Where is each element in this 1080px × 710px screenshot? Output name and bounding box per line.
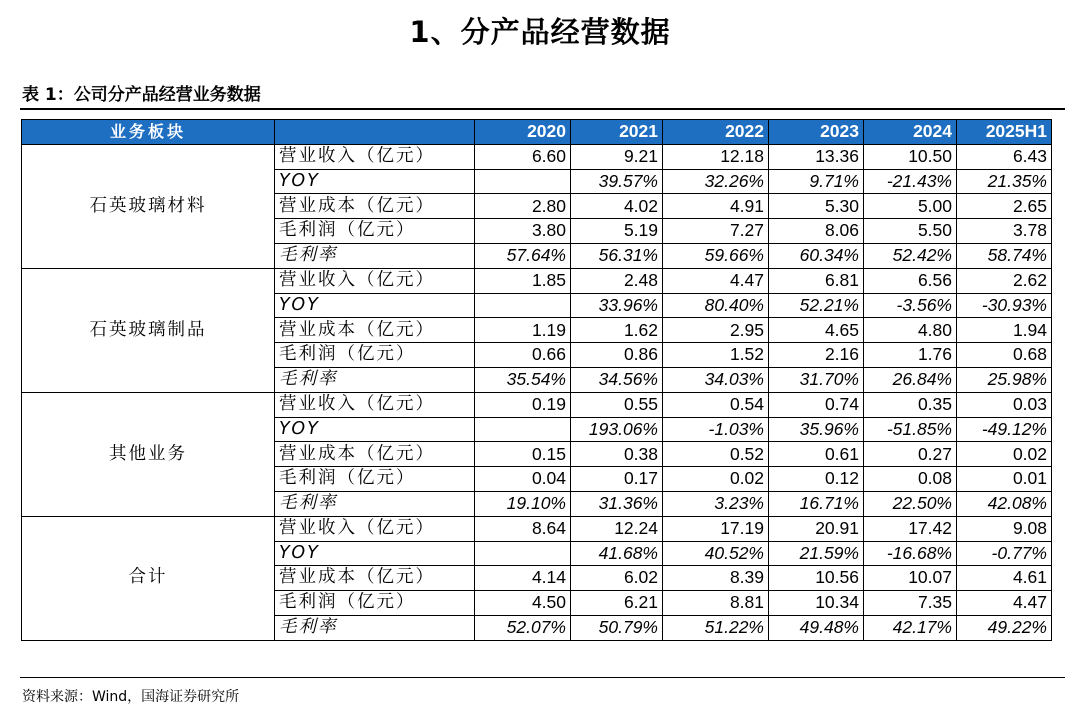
value-cell: 8.64 (475, 516, 571, 541)
value-cell: 2.48 (571, 268, 663, 293)
value-cell: 80.40% (663, 293, 769, 318)
value-cell: 1.85 (475, 268, 571, 293)
value-cell: 9.08 (957, 516, 1052, 541)
value-cell: -0.77% (957, 541, 1052, 566)
value-cell: -21.43% (864, 169, 957, 194)
value-cell: 32.26% (663, 169, 769, 194)
value-cell: 8.39 (663, 566, 769, 591)
value-cell: 10.56 (769, 566, 864, 591)
segment-cell: 合计 (22, 516, 275, 640)
value-cell: 5.30 (769, 194, 864, 219)
value-cell: 0.01 (957, 467, 1052, 492)
value-cell: 0.27 (864, 442, 957, 467)
value-cell: 0.68 (957, 343, 1052, 368)
value-cell: 57.64% (475, 243, 571, 268)
value-cell: 0.52 (663, 442, 769, 467)
value-cell: 12.18 (663, 144, 769, 169)
segment-cell: 石英玻璃材料 (22, 144, 275, 268)
value-cell: 2.65 (957, 194, 1052, 219)
value-cell: -16.68% (864, 541, 957, 566)
value-cell: 51.22% (663, 615, 769, 640)
metric-label: 毛利率 (275, 491, 475, 516)
value-cell: 4.02 (571, 194, 663, 219)
value-cell: 0.02 (663, 467, 769, 492)
value-cell: -1.03% (663, 417, 769, 442)
value-cell: 56.31% (571, 243, 663, 268)
metric-label: YOY (275, 293, 475, 318)
value-cell (475, 417, 571, 442)
value-cell: 5.19 (571, 219, 663, 244)
value-cell: 50.79% (571, 615, 663, 640)
value-cell: 0.03 (957, 392, 1052, 417)
value-cell: 0.04 (475, 467, 571, 492)
metric-label: 毛利率 (275, 367, 475, 392)
metric-label: 毛利润（亿元） (275, 467, 475, 492)
metric-label: 营业成本（亿元） (275, 318, 475, 343)
value-cell: 0.38 (571, 442, 663, 467)
value-cell: 0.19 (475, 392, 571, 417)
value-cell (475, 293, 571, 318)
metric-label: 毛利润（亿元） (275, 219, 475, 244)
value-cell: 16.71% (769, 491, 864, 516)
value-cell: 4.47 (957, 591, 1052, 616)
value-cell: 58.74% (957, 243, 1052, 268)
value-cell: 5.00 (864, 194, 957, 219)
value-cell: 4.47 (663, 268, 769, 293)
value-cell: 1.19 (475, 318, 571, 343)
metric-label: 营业收入（亿元） (275, 516, 475, 541)
value-cell: 4.50 (475, 591, 571, 616)
page-title: 1、分产品经营数据 (409, 15, 671, 49)
value-cell: 4.65 (769, 318, 864, 343)
value-cell: -51.85% (864, 417, 957, 442)
value-cell: 6.60 (475, 144, 571, 169)
value-cell: 5.50 (864, 219, 957, 244)
value-cell: 3.80 (475, 219, 571, 244)
value-cell: 17.42 (864, 516, 957, 541)
value-cell: 6.21 (571, 591, 663, 616)
value-cell: 34.56% (571, 367, 663, 392)
value-cell: 4.91 (663, 194, 769, 219)
value-cell: 21.59% (769, 541, 864, 566)
value-cell: 42.17% (864, 615, 957, 640)
metric-label: YOY (275, 417, 475, 442)
value-cell: 39.57% (571, 169, 663, 194)
value-cell: 2.80 (475, 194, 571, 219)
value-cell: 33.96% (571, 293, 663, 318)
value-cell: 52.07% (475, 615, 571, 640)
value-cell: 2.62 (957, 268, 1052, 293)
value-cell: 4.61 (957, 566, 1052, 591)
table-row (22, 268, 1052, 293)
value-cell: 41.68% (571, 541, 663, 566)
value-cell: 40.52% (663, 541, 769, 566)
metric-label: YOY (275, 169, 475, 194)
header-year: 2021 (571, 120, 663, 145)
footer-divider (20, 677, 1065, 678)
value-cell: 26.84% (864, 367, 957, 392)
value-cell: 0.55 (571, 392, 663, 417)
value-cell: -49.12% (957, 417, 1052, 442)
metric-label: 毛利润（亿元） (275, 343, 475, 368)
header-metric-blank (275, 120, 475, 145)
header-segment: 业务板块 (22, 120, 275, 145)
header-year: 2025H1 (957, 120, 1052, 145)
header-year: 2024 (864, 120, 957, 145)
value-cell: 6.02 (571, 566, 663, 591)
value-cell: 25.98% (957, 367, 1052, 392)
header-year: 2020 (475, 120, 571, 145)
value-cell: 35.96% (769, 417, 864, 442)
value-cell: 1.52 (663, 343, 769, 368)
value-cell: -3.56% (864, 293, 957, 318)
value-cell: 59.66% (663, 243, 769, 268)
value-cell: 0.74 (769, 392, 864, 417)
value-cell: 35.54% (475, 367, 571, 392)
value-cell: 42.08% (957, 491, 1052, 516)
value-cell: 60.34% (769, 243, 864, 268)
value-cell: 17.19 (663, 516, 769, 541)
value-cell: 31.36% (571, 491, 663, 516)
table-header-row (22, 120, 1052, 145)
value-cell: -30.93% (957, 293, 1052, 318)
metric-label: 营业收入（亿元） (275, 144, 475, 169)
value-cell: 9.21 (571, 144, 663, 169)
value-cell: 2.95 (663, 318, 769, 343)
value-cell: 3.23% (663, 491, 769, 516)
value-cell: 0.35 (864, 392, 957, 417)
value-cell: 19.10% (475, 491, 571, 516)
metric-label: 营业收入（亿元） (275, 268, 475, 293)
value-cell: 10.50 (864, 144, 957, 169)
header-year: 2023 (769, 120, 864, 145)
value-cell: 22.50% (864, 491, 957, 516)
metric-label: YOY (275, 541, 475, 566)
value-cell: 1.62 (571, 318, 663, 343)
header-year: 2022 (663, 120, 769, 145)
value-cell: 3.78 (957, 219, 1052, 244)
value-cell: 0.12 (769, 467, 864, 492)
table-caption: 表 1：公司分产品经营业务数据 (22, 85, 261, 105)
value-cell (475, 541, 571, 566)
value-cell: 49.48% (769, 615, 864, 640)
metric-label: 毛利率 (275, 243, 475, 268)
metric-label: 毛利率 (275, 615, 475, 640)
table-row (22, 392, 1052, 417)
table-row (22, 144, 1052, 169)
value-cell: 7.27 (663, 219, 769, 244)
value-cell: 0.17 (571, 467, 663, 492)
value-cell: 10.07 (864, 566, 957, 591)
segment-cell: 其他业务 (22, 392, 275, 516)
metric-label: 营业成本（亿元） (275, 566, 475, 591)
value-cell: 8.06 (769, 219, 864, 244)
value-cell: 0.66 (475, 343, 571, 368)
value-cell: 20.91 (769, 516, 864, 541)
value-cell: 49.22% (957, 615, 1052, 640)
value-cell: 52.21% (769, 293, 864, 318)
value-cell: 8.81 (663, 591, 769, 616)
metric-label: 毛利润（亿元） (275, 591, 475, 616)
value-cell: 21.35% (957, 169, 1052, 194)
value-cell: 6.43 (957, 144, 1052, 169)
source-note: 资料来源：Wind，国海证券研究所 (22, 689, 240, 705)
value-cell: 6.56 (864, 268, 957, 293)
value-cell (475, 169, 571, 194)
value-cell: 2.16 (769, 343, 864, 368)
metric-label: 营业成本（亿元） (275, 194, 475, 219)
segment-cell: 石英玻璃制品 (22, 268, 275, 392)
value-cell: 34.03% (663, 367, 769, 392)
value-cell: 52.42% (864, 243, 957, 268)
value-cell: 0.54 (663, 392, 769, 417)
metric-label: 营业收入（亿元） (275, 392, 475, 417)
metric-label: 营业成本（亿元） (275, 442, 475, 467)
value-cell: 10.34 (769, 591, 864, 616)
value-cell: 6.81 (769, 268, 864, 293)
value-cell: 1.94 (957, 318, 1052, 343)
business-data-table (21, 119, 1052, 641)
value-cell: 31.70% (769, 367, 864, 392)
table-body (22, 144, 1052, 640)
value-cell: 4.14 (475, 566, 571, 591)
value-cell: 4.80 (864, 318, 957, 343)
table-row (22, 516, 1052, 541)
value-cell: 9.71% (769, 169, 864, 194)
caption-divider (20, 108, 1065, 110)
value-cell: 0.61 (769, 442, 864, 467)
value-cell: 1.76 (864, 343, 957, 368)
value-cell: 12.24 (571, 516, 663, 541)
value-cell: 193.06% (571, 417, 663, 442)
value-cell: 0.15 (475, 442, 571, 467)
value-cell: 0.02 (957, 442, 1052, 467)
value-cell: 0.86 (571, 343, 663, 368)
value-cell: 13.36 (769, 144, 864, 169)
value-cell: 0.08 (864, 467, 957, 492)
value-cell: 7.35 (864, 591, 957, 616)
